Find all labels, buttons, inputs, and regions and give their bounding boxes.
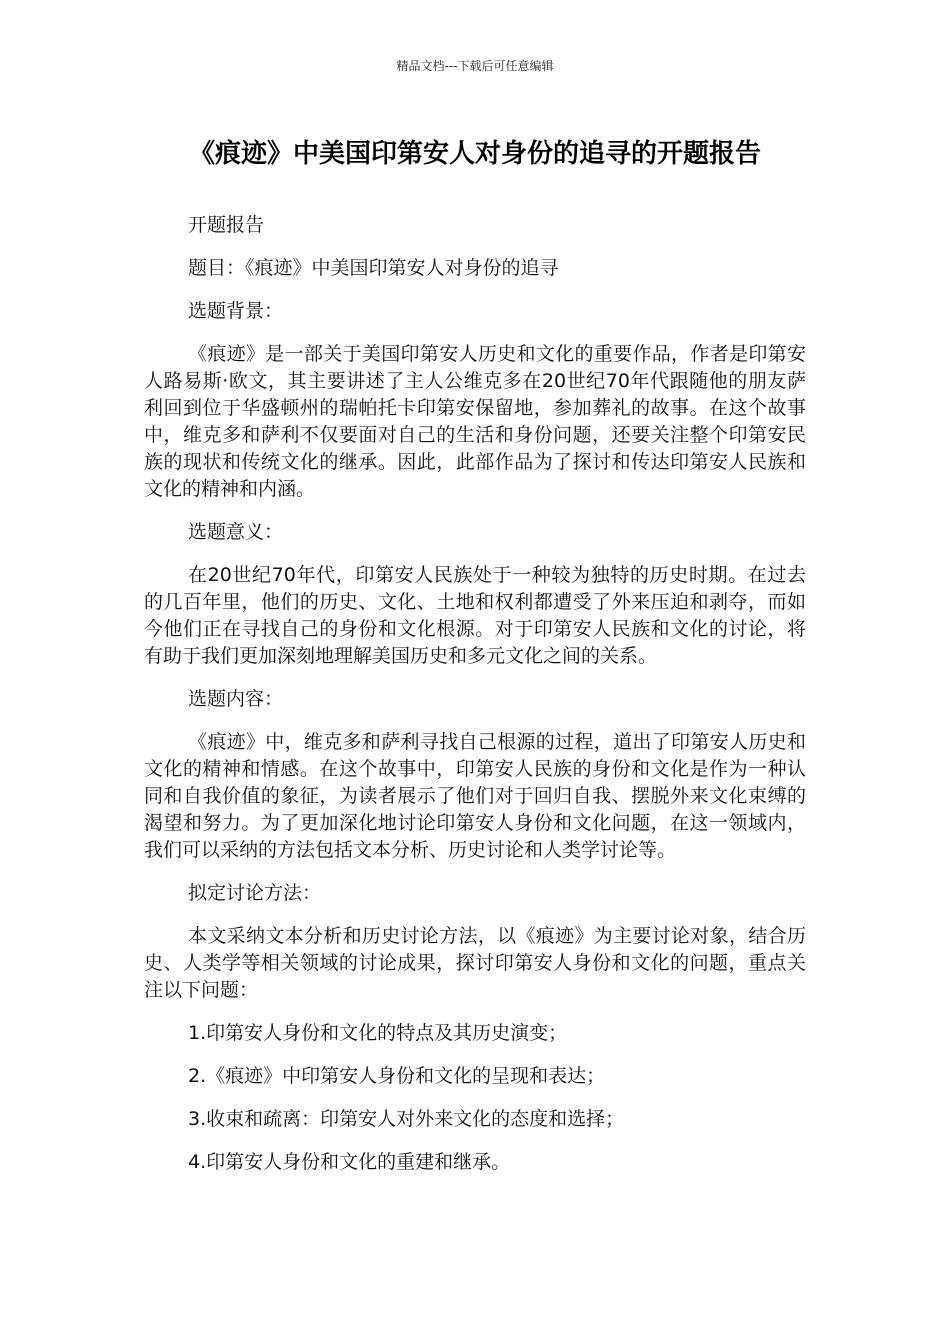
topic-line: 题目：《痕迹》中美国印第安人对身份的追寻 xyxy=(188,257,559,279)
background-paragraph: 《痕迹》是一部关于美国印第安人历史和文化的重要作品，作者是印第安人路易斯·欧文，其主要讲述了主人公维克多在20世纪70年代跟随他的朋友萨利回到位于华盛顿州的瑞帕托卡印第安保留地，参加葬礼的故事。在这个故事中，维克多和萨利不仅要面对自己的生活和身份问题，还要关注整个印第安民族的现状和传统文化的继承。因此，此部作品为了探讨和传达印第安人民族和文化的精神和内涵。 xyxy=(144,343,806,500)
question-item-3: 3.收束和疏离：印第安人对外来文化的态度和选择； xyxy=(188,1108,625,1130)
background-heading: 选题背景： xyxy=(188,300,284,322)
document-body xyxy=(144,212,806,1192)
question-item-1: 1.印第安人身份和文化的特点及其历史演变； xyxy=(188,1022,568,1044)
header-note: 精品文档---下载后可任意编辑 xyxy=(396,59,554,73)
method-paragraph: 本文采纳文本分析和历史讨论方法，以《痕迹》为主要讨论对象，结合历史、人类学等相关领域的讨论成果，探讨印第安人身份和文化的问题，重点关注以下问题： xyxy=(144,925,806,1001)
content-paragraph: 《痕迹》中，维克多和萨利寻找自己根源的过程，道出了印第安人历史和文化的精神和情感。在这个故事中，印第安人民族的身份和文化是作为一种认同和自我价值的象征，为读者展示了他们对于回归自我、摆脱外来文化束缚的渴望和努力。为了更加深化地讨论印第安人身份和文化问题，在这一领域内，我们可以采纳的方法包括文本分析、历史讨论和人类学讨论等。 xyxy=(144,731,806,861)
significance-paragraph: 在20世纪70年代，印第安人民族处于一种较为独特的历史时期。在过去的几百年里，他们的历史、文化、土地和权利都遭受了外来压迫和剥夺，而如今他们正在寻找自己的身份和文化根源。对于印第安人民族和文化的讨论，将有助于我们更加深刻地理解美国历史和多元文化之间的关系。 xyxy=(144,564,806,667)
question-item-2: 2.《痕迹》中印第安人身份和文化的呈现和表达； xyxy=(188,1065,606,1087)
question-item-4: 4.印第安人身份和文化的重建和继承。 xyxy=(188,1151,511,1173)
significance-heading: 选题意义： xyxy=(188,521,284,543)
method-heading: 拟定讨论方法： xyxy=(188,882,322,904)
content-heading: 选题内容： xyxy=(188,688,284,710)
document-title: 《痕迹》中美国印第安人对身份的追寻的开题报告 xyxy=(188,139,761,169)
report-label: 开题报告 xyxy=(188,214,265,236)
